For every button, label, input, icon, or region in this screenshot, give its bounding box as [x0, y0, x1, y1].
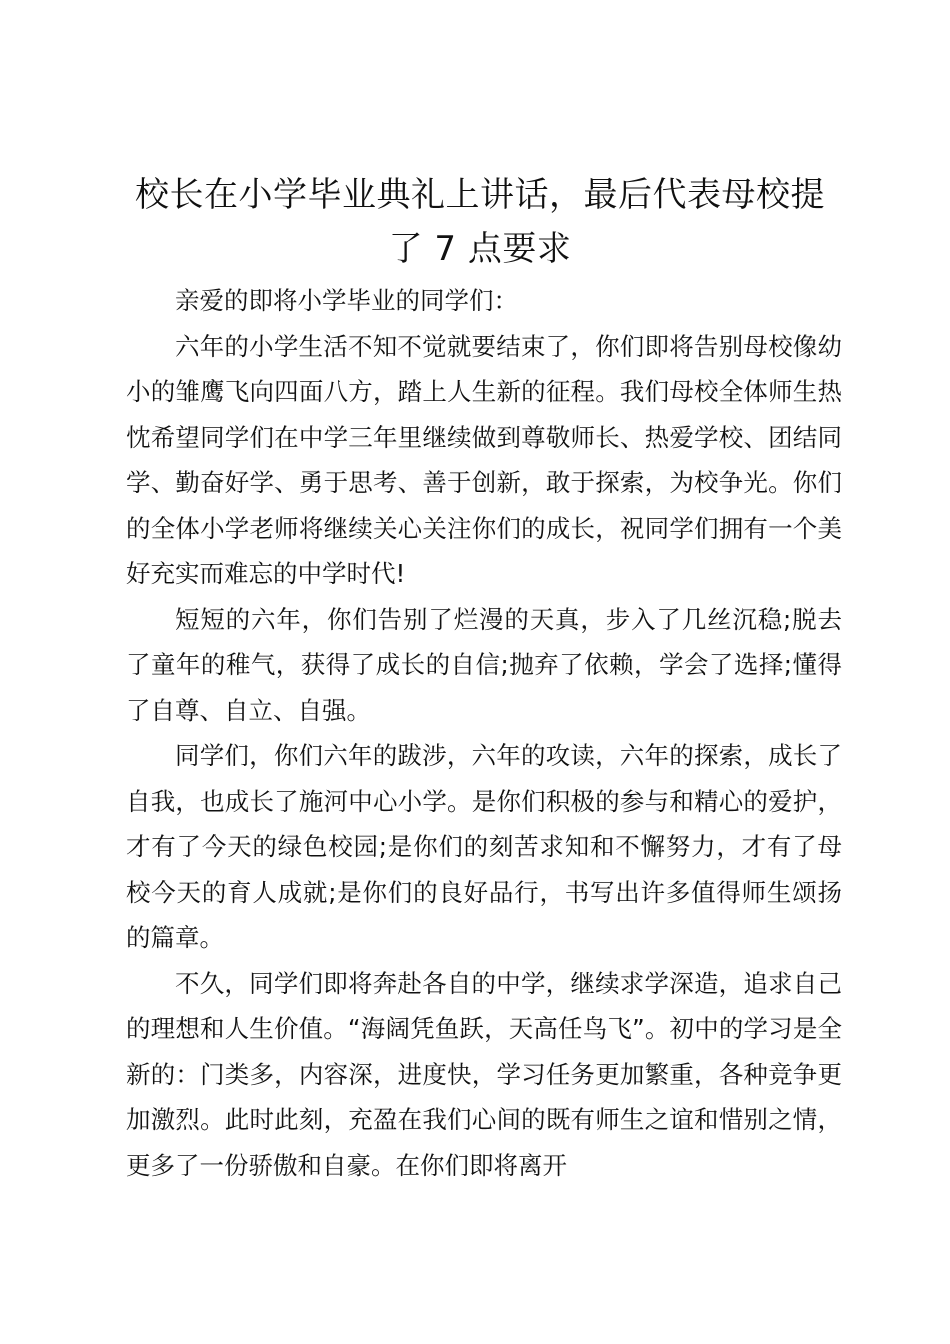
paragraph-1: 六年的小学生活不知不觉就要结束了，你们即将告别母校像幼小的雏鹰飞向四面八方，踏上人生新的征程。我们母校全体师生热忱希望同学们在中学三年里继续做到尊敬师长、热爱学校、团结同学、勤奋好学、勇于思考、善于创新，敢于探索，为校争光。你们的全体小学老师将继续关心关注你们的成长，祝同学们拥有一个美好充实而难忘的中学时代!	[126, 331, 842, 588]
paragraph-3: 同学们，你们六年的跋涉，六年的攻读，六年的探索，成长了自我，也成长了施河中心小学。是你们积极的参与和精心的爱护，才有了今天的绿色校园;是你们的刻苦求知和不懈努力，才有了母校今天的育人成就;是你们的良好品行，书写出许多值得师生颂扬的篇章。	[126, 741, 842, 952]
document-body	[126, 278, 842, 1188]
document-title: 校长在小学毕业典礼上讲话，最后代表母校提了 7 点要求	[135, 175, 825, 269]
paragraph-2: 短短的六年，你们告别了烂漫的天真，步入了几丝沉稳;脱去了童年的稚气，获得了成长的自信;抛弃了依赖，学会了选择;懂得了自尊、自立、自强。	[126, 604, 842, 725]
paragraph-4: 不久，同学们即将奔赴各自的中学，继续求学深造，追求自己的理想和人生价值。“海阔凭鱼跃，天高任鸟飞”。初中的学习是全新的：门类多，内容深，进度快，学习任务更加繁重，各种竞争更加激烈。此时此刻，充盈在我们心间的既有师生之谊和惜别之情，更多了一份骄傲和自豪。在你们即将离开	[126, 968, 842, 1180]
greeting-line: 亲爱的即将小学毕业的同学们：	[175, 286, 518, 315]
